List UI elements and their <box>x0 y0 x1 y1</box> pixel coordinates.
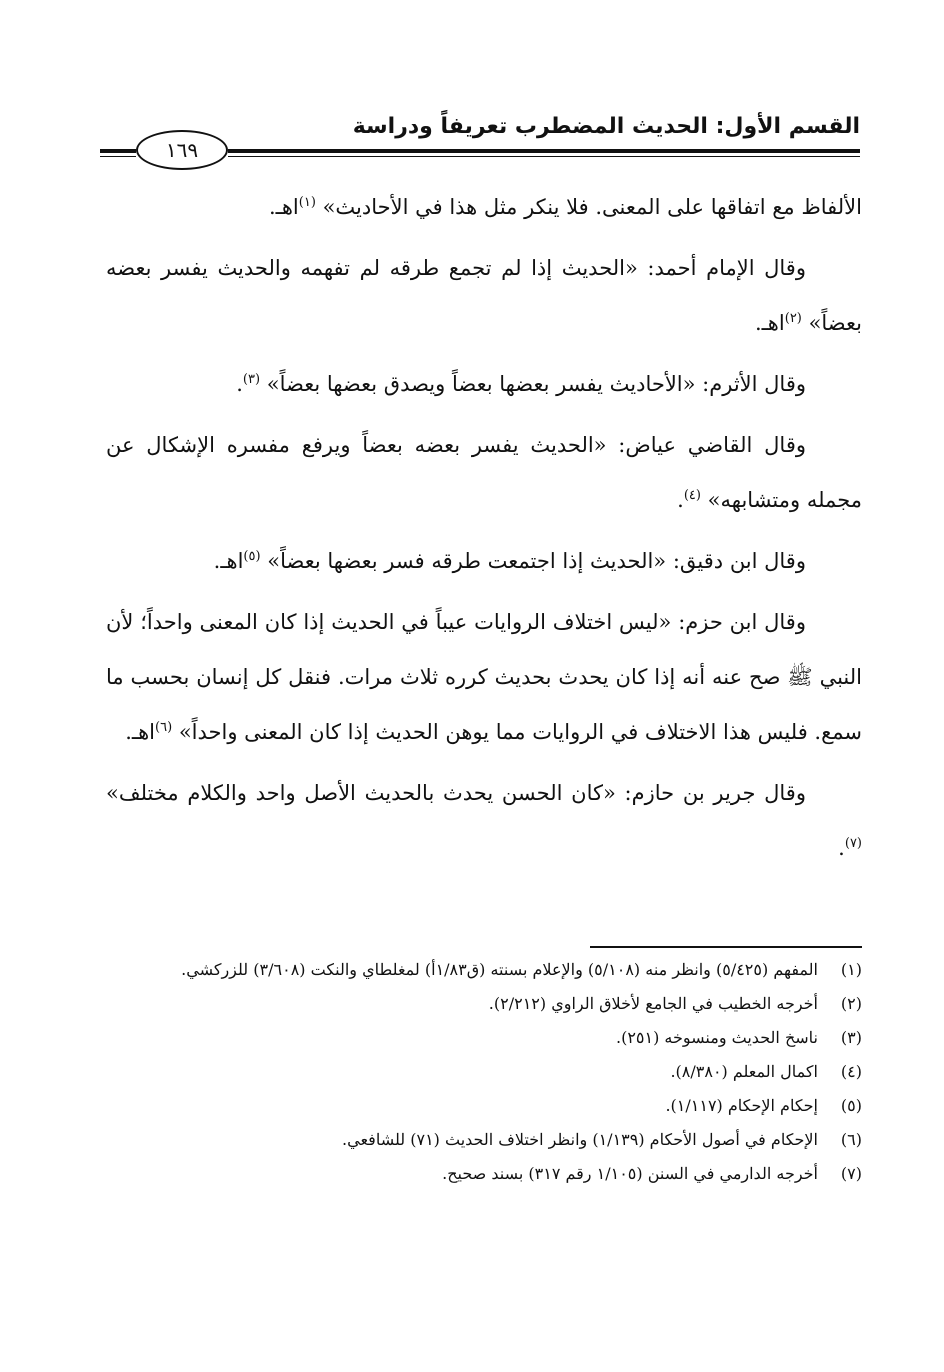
footnote-number: (٤) <box>840 1062 862 1081</box>
footnote <box>106 1159 862 1189</box>
footnotes <box>106 955 862 1193</box>
footnote-ref[interactable]: (٤) <box>683 488 701 503</box>
footnote-ref[interactable]: (٥) <box>243 549 261 564</box>
paragraph-text: وقال ابن دقيق: «الحديث إذا اجتمعت طرقه فسر بعضها بعضاً» <box>267 549 806 573</box>
footnote-ref[interactable]: (١) <box>298 195 316 210</box>
footnote <box>106 1057 862 1087</box>
header-rule-thin <box>228 156 860 157</box>
paragraph <box>106 534 862 589</box>
footnote <box>106 1023 862 1053</box>
paragraph-text: وقال ابن حزم: «ليس اختلاف الروايات عيباً في الحديث إذا كان المعنى واحداً؛ لأن النبي ﷺ صح عنه أنه إذا كان يحدث بحديث كرره ثلاث مرات. فنقل كل إنسان بحسب ما سمع. فليس هذا الاختلاف في الروايات مما يوهن الحديث إذا كان المعنى واحداً» <box>106 610 862 744</box>
footnote <box>106 1125 862 1155</box>
paragraph-tail: اهـ. <box>125 720 155 744</box>
paragraph-tail: . <box>838 836 845 860</box>
footnote-text: اكمال المعلم (٨/٣٨٠). <box>670 1062 818 1081</box>
footnote-number: (٢) <box>840 994 862 1013</box>
header-rule-thick <box>228 149 860 153</box>
footnote <box>106 1091 862 1121</box>
page-header <box>100 100 860 170</box>
paragraph-text: وقال الأثرم: «الأحاديث يفسر بعضها بعضاً ويصدق بعضها بعضاً» <box>266 372 806 396</box>
paragraph <box>106 418 862 528</box>
header-rule-left-thin <box>100 156 136 157</box>
paragraph-tail: . <box>236 372 243 396</box>
paragraph-tail: اهـ. <box>213 549 244 573</box>
paragraph-text: الألفاظ مع اتفاقها على المعنى. فلا ينكر مثل هذا في الأحاديث» <box>322 195 862 219</box>
footnote <box>106 955 862 985</box>
paragraph <box>106 595 862 760</box>
footnote <box>106 989 862 1019</box>
footnote-text: الإحكام في أصول الأحكام (١/١٣٩) وانظر اختلاف الحديث (٧١) للشافعي. <box>342 1130 818 1149</box>
paragraph-tail: اهـ. <box>754 311 785 335</box>
paragraph-tail: . <box>677 488 684 512</box>
paragraph-tail: اهـ. <box>269 195 299 219</box>
paragraph-text: وقال الإمام أحمد: «الحديث إذا لم تجمع طرقه لم تفهمه والحديث يفسر بعضه بعضاً» <box>106 256 862 335</box>
paragraph-text: وقال القاضي عياض: «الحديث يفسر بعضه بعضاً ويرفع مفسره الإشكال عن مجمله ومتشابهه» <box>106 433 862 512</box>
footnote-text: أخرجه الدارمي في السنن (١/١٠٥ رقم ٣١٧) بسند صحيح. <box>442 1164 818 1183</box>
footnote-ref[interactable]: (٧) <box>844 836 862 851</box>
footnote-text: المفهم (٥/٤٢٥) وانظر منه (٥/١٠٨) والإعلام بسنته (ق١/٨٣أ) لمغلطاي والنكت (٣/٦٠٨) للزركشي. <box>181 960 818 979</box>
main-text <box>106 180 862 882</box>
footnote-number: (٣) <box>840 1028 862 1047</box>
footnote-number: (٥) <box>840 1096 862 1115</box>
footnote-ref[interactable]: (٢) <box>784 311 802 326</box>
footnote-ref[interactable]: (٣) <box>242 372 261 387</box>
paragraph <box>106 766 862 876</box>
footnote-number: (٧) <box>840 1164 862 1183</box>
footnote-separator <box>590 946 862 948</box>
paragraph <box>106 180 862 235</box>
footnote-text: ناسخ الحديث ومنسوخه (٢٥١). <box>615 1028 818 1047</box>
paragraph-text: وقال جرير بن حازم: «كان الحسن يحدث بالحديث الأصل واحد والكلام مختلف» <box>106 781 806 805</box>
page-number: ١٦٩ <box>136 130 228 170</box>
paragraph <box>106 241 862 351</box>
footnote-ref[interactable]: (٦) <box>155 720 173 735</box>
running-title: القسم الأول: الحديث المضطرب تعريفاً ودراسة <box>352 114 860 139</box>
footnote-number: (١) <box>840 960 862 979</box>
paragraph <box>106 357 862 412</box>
footnote-number: (٦) <box>840 1130 862 1149</box>
footnote-text: أخرجه الخطيب في الجامع لأخلاق الراوي (٢/٢١٢). <box>488 994 818 1013</box>
footnote-text: إحكام الإحكام (١/١١٧). <box>665 1096 818 1115</box>
header-rule-left-thick <box>100 149 136 153</box>
